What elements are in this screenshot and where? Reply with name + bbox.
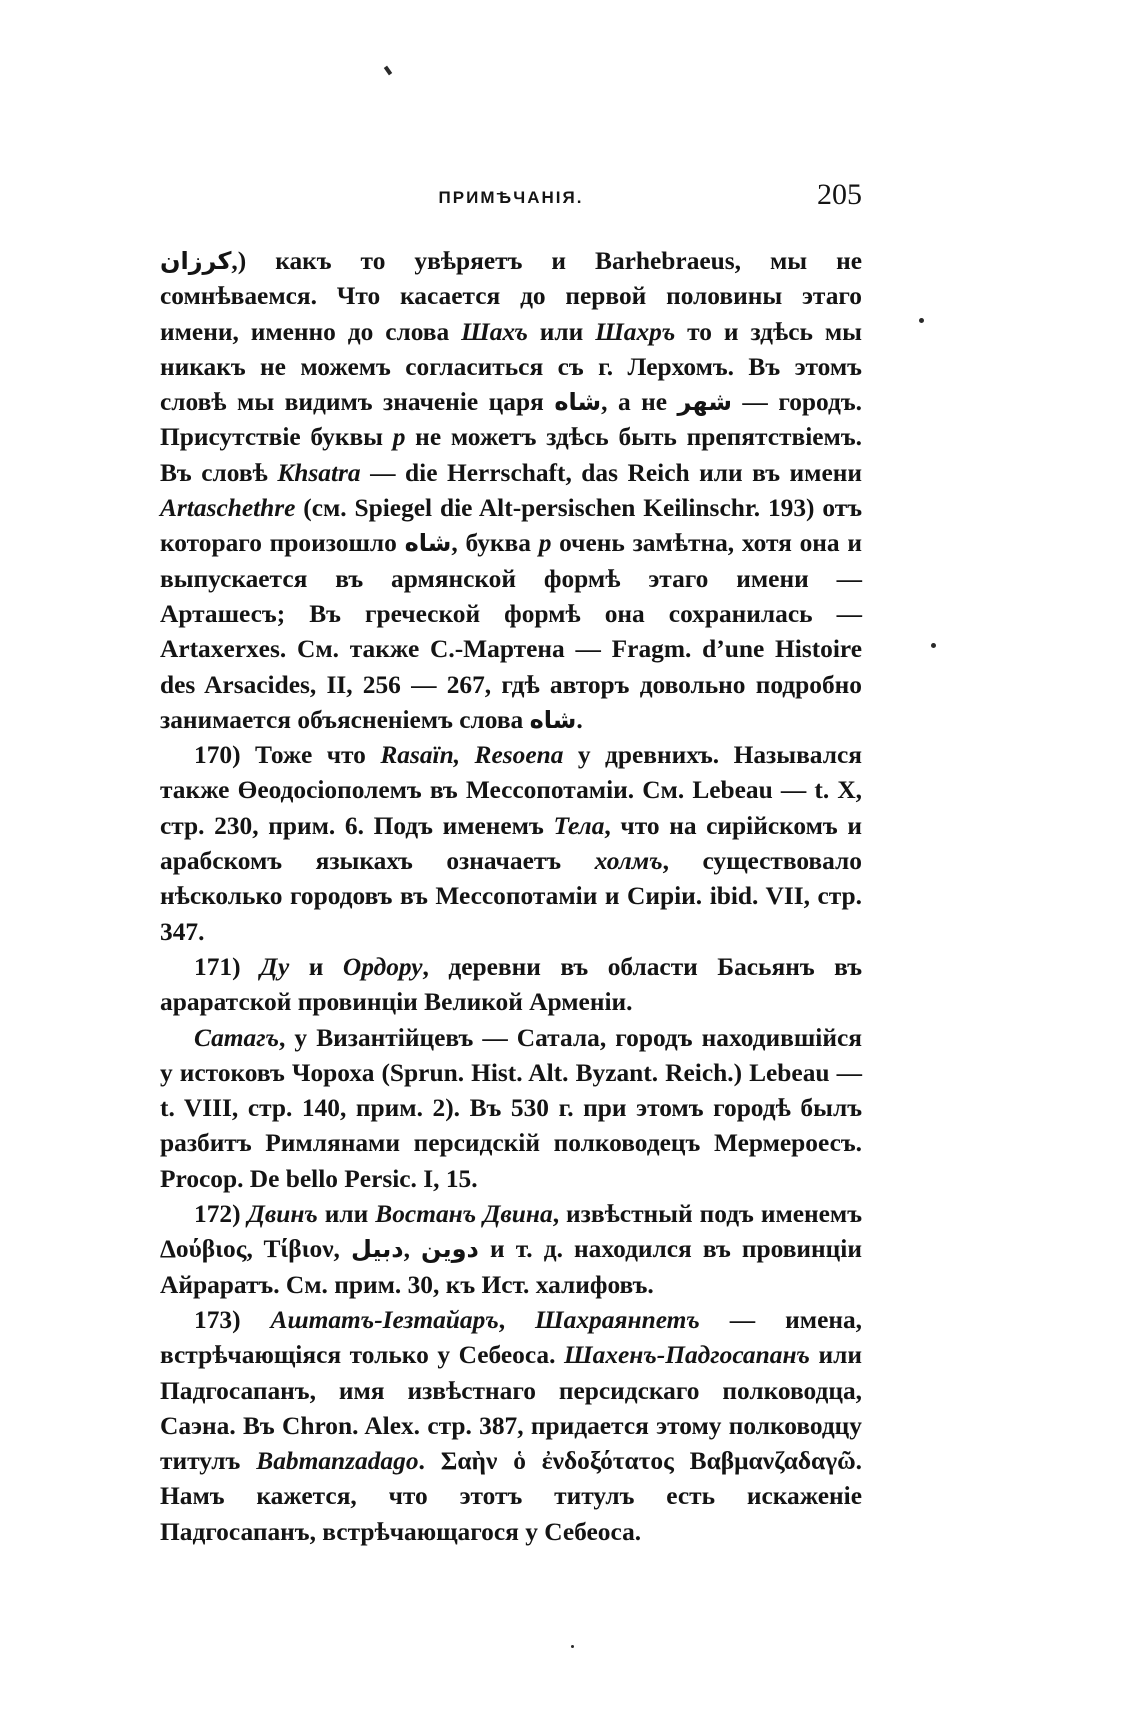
text-run: , существовало нѣсколько городовъ въ Мессопотаміи и Сиріи. ibid. VII, стр. 347. [160, 847, 863, 946]
note-171 [160, 950, 862, 1021]
text-run: или [317, 1200, 376, 1229]
text-run: — die Herrschaft, das Reich или въ имени [360, 458, 862, 487]
margin-speck [919, 318, 924, 323]
text-run: , у Византійцевъ — Сатала, городъ находившійся у истоковъ Чороха (Sprun. Hist. Alt. Byzant. Reich.) Lebeau — t. VIII, стр. 140, прим. 2). Въ 530 г. при этомъ городѣ былъ разбитъ Римлянами персидскій полководецъ Мермероесъ. Procop. De bello Persic. I, 15. [160, 1023, 862, 1193]
arabic-word: شاه [529, 705, 577, 734]
arabic-word: شهر [677, 388, 732, 417]
arabic-word: شاه [404, 529, 452, 558]
text-run: не можетъ здѣсь быть препятствіемъ. Въ словѣ [160, 423, 862, 487]
text-run: 172) [194, 1200, 248, 1229]
text-run: , а не [601, 388, 678, 417]
italic-term: Двинъ [247, 1200, 318, 1229]
italic-term: Babmanzadago [256, 1447, 419, 1476]
text-run: или [527, 317, 596, 346]
text-run: , деревни въ области Басьянъ въ араратской провинціи Великой Арменіи. [160, 952, 863, 1017]
note-172 [160, 1197, 862, 1303]
note-173 [160, 1303, 862, 1550]
text-run: , [498, 1305, 536, 1334]
arabic-word: دوين [421, 1235, 479, 1264]
italic-term: Шахенъ-Падгосапанъ [564, 1341, 810, 1370]
italic-term: Rasaïn, Resoena [380, 741, 564, 770]
note-171-satag [160, 1021, 862, 1197]
text-run: 171) [194, 952, 261, 981]
page-header [160, 176, 862, 218]
text-run: (см. Spiegel die Alt-persischen Keilinschr. 193) отъ котораго произошло [160, 494, 862, 558]
text-run: , что на сирійскомъ и арабскомъ языкахъ означаетъ [160, 811, 863, 876]
text-run: 173) [194, 1305, 271, 1334]
italic-term: Сатагъ [194, 1023, 279, 1052]
text-run: — городъ. Присутствіе буквы [160, 388, 862, 452]
text-run: ,) какъ то увѣряетъ и Barhebraeus, мы не сомнѣваемся. Что касается до первой половины этаго имени, именно до слова [160, 247, 862, 346]
arabic-word: دبيل [351, 1235, 404, 1264]
italic-term: Тела [553, 811, 605, 840]
notes-body [160, 244, 862, 1550]
italic-term: Khsatra [277, 458, 361, 487]
italic-term: р [538, 529, 552, 558]
text-run: у древнихъ. Назывался также Өеодосіополемъ въ Мессопотаміи. См. Lebeau — t. X, стр. 230, прим. 6. Подъ именемъ [160, 741, 862, 840]
arabic-word: شاه [554, 388, 602, 417]
italic-term: холмъ [594, 847, 663, 876]
italic-term: р [392, 423, 406, 452]
page-number: 205 [817, 178, 862, 211]
text-run: и т. д. находился въ провинціи Айраратъ. См. прим. 30, къ Ист. халифовъ. [160, 1235, 862, 1299]
text-run: , [403, 1235, 422, 1264]
margin-speck [931, 643, 936, 648]
text-run: . Σαὴν ὁ ἐνδοξότατος Βαβμανζαδαγῶ. Намъ кажется, что этотъ титулъ есть искаженіе Падгосапанъ, встрѣчающагося у Себеоса. [160, 1447, 862, 1546]
text-run: и [289, 952, 343, 981]
italic-term: Artaschethre [160, 494, 296, 523]
italic-term: Шахраянпетъ [535, 1305, 700, 1334]
italic-term: Шахръ [595, 317, 676, 346]
italic-term: Ду [260, 952, 290, 981]
italic-term: Шахъ [461, 317, 528, 346]
text-run: то и здѣсь мы никакъ не можемъ согласиться съ г. Лерхомъ. Въ этомъ словѣ мы видимъ значеніе царя [160, 317, 862, 417]
arabic-word: كرزان [160, 247, 232, 275]
margin-speck [384, 66, 392, 76]
margin-speck [571, 1645, 574, 1648]
text-run: . [576, 705, 583, 734]
text-run: очень замѣтна, хотя она и выпускается въ армянской формѣ этаго имени — Арташесъ; Въ греческой формѣ она сохранилась — Artaxerxes. См. также С.-Мартена — Fragm. d’une Histoire des Arsacides, II, 256 — 267, гдѣ авторъ довольно подробно занимается объясненіемъ слова [160, 529, 862, 734]
text-run: 170) Тоже что [194, 741, 381, 770]
italic-term: Аштатъ-Іезтайаръ [270, 1305, 499, 1334]
text-run: или Падгосапанъ, имя извѣстнаго персидскаго полководца, Саэна. Въ Chron. Alex. стр. 387, придается этому полководцу титулъ [160, 1341, 862, 1476]
running-title: ПРИМѢЧАНІЯ. [438, 188, 584, 207]
text-run: , буква [451, 529, 539, 558]
italic-term: Ордору [342, 952, 423, 981]
italic-term: Востанъ Двина [375, 1200, 553, 1229]
note-continuation [160, 244, 862, 738]
note-170 [160, 738, 862, 950]
text-run: — имена, встрѣчающіяся только у Себеоса. [160, 1305, 863, 1370]
text-run: , извѣстный подъ именемъ Δούβιος, Τίβιον, [160, 1200, 863, 1264]
